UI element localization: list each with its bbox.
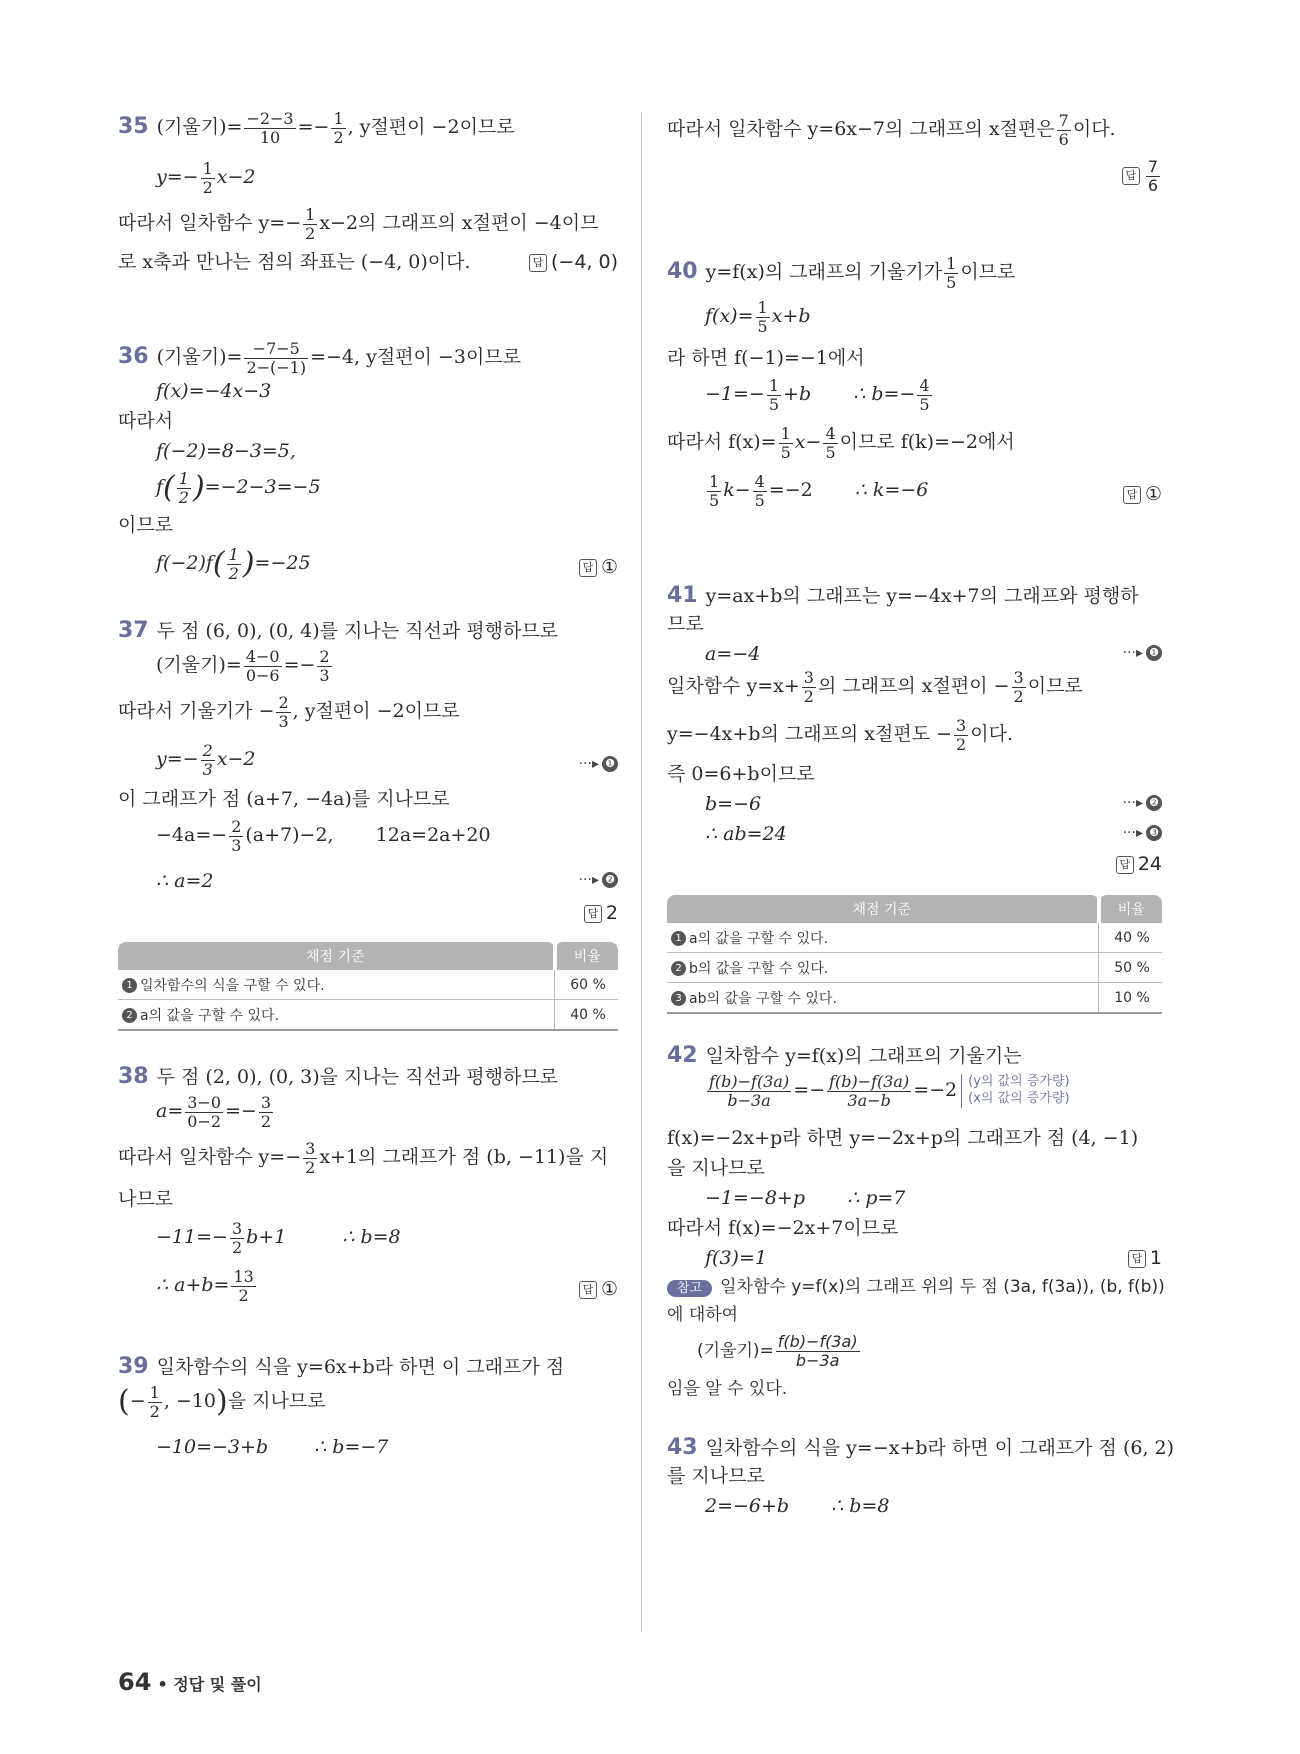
denominator: 2 [149, 1401, 160, 1421]
text: =− [297, 116, 330, 139]
text: 을 지나므로 [667, 1157, 765, 1179]
text: k− [723, 479, 751, 502]
fraction [767, 377, 781, 413]
text: =− [793, 1079, 826, 1102]
slope-note [961, 1074, 1069, 1108]
text: b+1 [246, 1226, 287, 1249]
grading-header: 채점 기준 [667, 895, 1099, 923]
numerator: 7 [1147, 157, 1158, 176]
answer-value: ① [1144, 483, 1162, 505]
text: y=− [156, 166, 199, 189]
right-column [667, 110, 1175, 1537]
fraction [1146, 158, 1160, 194]
text: −10=−3+b [156, 1436, 269, 1458]
text: 나므로 [118, 1188, 174, 1210]
numerator: 3 [956, 716, 967, 735]
fraction [707, 1073, 791, 1109]
criterion: a의 값을 구할 수 있다. [140, 1007, 280, 1024]
answer [1123, 485, 1162, 504]
note-text: 임을 알 수 있다. [667, 1379, 788, 1399]
fraction [244, 340, 308, 376]
numerator: 4 [919, 376, 930, 395]
text: 따라서 기울기가 − [118, 700, 275, 723]
problem-39 [118, 1356, 618, 1506]
answer-value: ① [600, 1278, 618, 1300]
text: f(−2)=8−3=5, [156, 440, 296, 462]
step-2-icon: 2 [122, 1008, 137, 1023]
text: f(−2)f [156, 552, 213, 575]
fraction [177, 470, 191, 506]
problem-42 [667, 1043, 1165, 1437]
numerator: 1 [178, 469, 189, 488]
note-line: (y의 값의 증가량) [968, 1074, 1070, 1090]
numerator: f(b)−f(3a) [777, 1332, 858, 1351]
text: =−2 [913, 1079, 958, 1102]
denominator: b−3a [795, 1350, 840, 1370]
problem-35 [118, 110, 618, 340]
section-label: • 정답 및 풀이 [157, 1675, 262, 1694]
answer-value: (−4, 0) [550, 251, 618, 273]
text: a=−4 [705, 643, 761, 665]
numerator: 4 [754, 472, 765, 491]
fraction [148, 1384, 162, 1420]
problem-number: 39 [118, 1354, 149, 1379]
fraction [753, 473, 767, 509]
text: f(x)=−4x−3 [156, 380, 272, 402]
note-text: 일차함수 y=f(x)의 그래프 위의 두 점 (3a, f(3a)), (b, f(b)) [720, 1277, 1165, 1297]
numerator: 2 [278, 693, 289, 712]
step-1-icon: ❶ [1146, 645, 1162, 661]
step-2-icon: ❷ [602, 872, 618, 888]
text: −11=− [156, 1226, 228, 1249]
denominator: 0−2 [187, 1111, 222, 1131]
text: =−25 [254, 552, 311, 575]
text: , y절편이 −2이므로 [347, 116, 515, 139]
answer [584, 904, 618, 923]
fraction [779, 425, 793, 461]
numerator: 1 [709, 472, 720, 491]
text: −1=−8+p [705, 1187, 806, 1209]
fraction [1012, 669, 1026, 705]
text: 따라서 일차함수 y=− [118, 1146, 302, 1169]
text: (기울기)= [156, 654, 242, 677]
text: ∴ ab=24 [705, 823, 787, 845]
text: ∴ a=2 [156, 870, 214, 892]
numerator: f(b)−f(3a) [829, 1072, 910, 1091]
step-3-icon: ❸ [1146, 825, 1162, 841]
denominator: 2 [305, 223, 316, 243]
criterion: a의 값을 구할 수 있다. [689, 930, 829, 947]
fraction [231, 1268, 255, 1304]
note-tag: 참고 [667, 1280, 712, 1297]
denominator: 6 [1058, 129, 1069, 149]
text: 2=−6+b [705, 1495, 790, 1517]
problem-number: 40 [667, 259, 698, 285]
note-text: (기울기)= [697, 1341, 774, 1362]
text: =−4, y절편이 −3이므로 [310, 346, 522, 369]
denominator: 2 [260, 1111, 272, 1131]
text: y=−4x+b의 그래프의 x절편도 − [667, 723, 953, 746]
text: 따라서 f(x)=−2x+7이므로 [667, 1217, 899, 1239]
problem-36 [118, 340, 618, 620]
criterion: 일차함수의 식을 구할 수 있다. [140, 977, 325, 994]
denominator: 2 [178, 487, 189, 507]
answer-badge-icon: 답 [529, 254, 547, 272]
text: 라 하면 f(−1)=−1에서 [667, 347, 865, 369]
text: x− [794, 431, 822, 454]
paren: ( [163, 470, 175, 506]
text: ∴ k=−6 [854, 479, 929, 502]
criterion: ab의 값을 구할 수 있다. [689, 990, 837, 1007]
step-marker: ···▸ ❶ [1123, 645, 1162, 661]
numerator: 3 [305, 1139, 316, 1158]
step-marker: ···▸ ❷ [1123, 795, 1162, 811]
fraction [707, 473, 721, 509]
fraction [917, 377, 931, 413]
text: ∴ b=− [853, 383, 916, 406]
numerator: f(b)−f(3a) [709, 1072, 790, 1091]
denominator: 5 [757, 316, 768, 336]
fraction [756, 299, 770, 335]
numerator: −7−5 [244, 340, 308, 359]
grading-row [118, 1000, 555, 1031]
numerator: 3 [803, 668, 814, 687]
answer-badge-icon: 답 [579, 1281, 597, 1299]
fraction [201, 742, 215, 778]
problem-number: 38 [118, 1064, 149, 1089]
fraction [317, 648, 331, 684]
denominator: 2 [231, 1237, 243, 1257]
text: x−2의 그래프의 x절편이 −4이므 [319, 212, 599, 235]
text: ∴ b=8 [342, 1226, 401, 1249]
answer-badge-icon: 답 [1122, 167, 1140, 185]
numerator: 1 [202, 159, 213, 178]
paren: ( [118, 1384, 130, 1420]
text: 두 점 (6, 0), (0, 4)를 지나는 직선과 평행하므로 [156, 620, 559, 642]
text: 따라서 일차함수 y=− [118, 212, 302, 235]
answer-value: 2 [605, 902, 618, 924]
step-2-icon: ❷ [1146, 795, 1162, 811]
step-marker: ···▸ ❷ [579, 872, 618, 888]
text: ∴ p=7 [847, 1187, 906, 1209]
fraction [944, 255, 958, 291]
note-line: (x의 값의 증가량) [968, 1091, 1070, 1107]
numerator: 4 [825, 424, 836, 443]
denominator: 2 [333, 127, 344, 147]
step-marker: ···▸ ❶ [579, 756, 618, 772]
fraction [776, 1333, 860, 1369]
text: x+b [771, 305, 811, 328]
denominator: b−3a [727, 1090, 771, 1110]
denominator: 10 [259, 127, 281, 147]
ratio: 40 % [555, 1000, 619, 1031]
text: , y절편이 −2이므로 [292, 700, 460, 723]
fraction [229, 818, 243, 854]
text: 이므로 f(k)=−2에서 [839, 431, 1015, 454]
text: y=f(x)의 그래프의 기울기가 [705, 261, 943, 284]
text: 두 점 (2, 0), (0, 3)을 지나는 직선과 평행하므로 [156, 1066, 559, 1088]
text: 를 지나므로 [667, 1465, 765, 1487]
problem-40 [667, 255, 1162, 585]
answer-badge-icon: 답 [584, 905, 602, 923]
denominator: 3 [231, 835, 242, 855]
denominator: 2 [803, 686, 814, 706]
page-footer [118, 1668, 262, 1696]
numerator: 1 [757, 298, 768, 317]
text: ∴ b=−7 [314, 1436, 389, 1458]
grading-row [667, 923, 1099, 953]
paren: ( [212, 546, 225, 582]
step-1-icon: 1 [671, 931, 686, 946]
denominator: 2 [202, 177, 213, 197]
problem-37 [118, 618, 618, 1123]
denominator: 5 [946, 272, 957, 292]
text: 이 그래프가 점 (a+7, −4a)를 지나므로 [118, 788, 450, 810]
ratio: 10 % [1099, 983, 1163, 1014]
paren: ) [216, 1384, 228, 1420]
text: 므로 [667, 613, 704, 635]
answer [579, 1280, 618, 1299]
problem-number: 37 [118, 618, 149, 643]
grading-row [667, 953, 1099, 983]
answer [579, 558, 618, 577]
numerator: 1 [768, 376, 780, 395]
fraction [827, 1073, 911, 1109]
text: 이므로 [1027, 675, 1083, 698]
text: 을 지나므로 [227, 1390, 326, 1413]
answer-value: ① [600, 556, 618, 578]
problem-38 [118, 1066, 618, 1356]
numerator: −2−3 [246, 109, 294, 128]
answer [529, 253, 618, 272]
fraction [201, 160, 215, 196]
denominator: 3 [278, 711, 289, 731]
paren: ) [242, 546, 255, 582]
numerator: 1 [780, 424, 791, 443]
fraction [303, 206, 317, 242]
step-marker: ···▸ ❸ [1123, 825, 1162, 841]
grading-row [667, 983, 1099, 1014]
text: 일차함수의 식을 y=6x+b라 하면 이 그래프가 점 [156, 1356, 565, 1378]
denominator: 3 [319, 665, 330, 685]
grading-table [667, 895, 1162, 1014]
column-divider [641, 112, 642, 1632]
text: =−2 [768, 479, 813, 502]
numerator: 3−0 [187, 1093, 222, 1112]
text: f(x)=−2x+p라 하면 y=−2x+p의 그래프가 점 (4, −1) [667, 1127, 1139, 1149]
answer [1128, 1249, 1162, 1268]
fraction [331, 110, 345, 146]
text: 일차함수 y=x+ [667, 675, 800, 698]
numerator: 2 [202, 741, 213, 760]
criterion: b의 값을 구할 수 있다. [689, 960, 829, 977]
text: 이다. [970, 723, 1013, 746]
step-1-icon: ❶ [602, 756, 618, 772]
text: f [156, 476, 164, 499]
numerator: 4−0 [245, 647, 280, 666]
text: b=−6 [705, 793, 762, 815]
text: ∴ a+b= [156, 1274, 230, 1297]
denominator: 3a−b [847, 1090, 891, 1110]
numerator: 3 [231, 1219, 243, 1238]
paren: ) [192, 470, 205, 506]
text: −1=− [705, 383, 765, 406]
text: (기울기)= [156, 346, 243, 369]
text: 이므로 [118, 514, 174, 536]
numerator: 2 [231, 817, 242, 836]
answer [1116, 855, 1162, 874]
text: 일차함수의 식을 y=−x+b라 하면 이 그래프가 점 (6, 2) [705, 1437, 1175, 1459]
step-2-icon: 2 [671, 961, 686, 976]
denominator: 5 [768, 394, 780, 414]
numerator: 1 [149, 1383, 160, 1402]
text: −4a=− [156, 824, 228, 847]
answer-badge-icon: 답 [579, 559, 597, 577]
numerator: 3 [260, 1093, 272, 1112]
answer-value: 1 [1149, 1247, 1162, 1269]
text: 이므로 [960, 261, 1016, 284]
denominator: 2 [238, 1285, 249, 1305]
fraction [802, 669, 816, 705]
denominator: 2−(−1) [246, 357, 307, 377]
text: =− [225, 1100, 257, 1123]
ratio: 60 % [555, 970, 619, 1000]
fraction [244, 110, 295, 146]
text: 12a=2a+20 [375, 824, 491, 847]
denominator: 2 [228, 563, 239, 583]
denominator: 3 [202, 759, 213, 779]
grading-table [118, 942, 618, 1031]
ratio-header: 비율 [1099, 895, 1163, 923]
text: +b [783, 383, 812, 406]
text: 일차함수 y=f(x)의 그래프의 기울기는 [705, 1045, 1022, 1067]
text: 따라서 [118, 410, 174, 432]
numerator: 1 [946, 254, 957, 273]
text: f(x)= [705, 305, 754, 328]
fraction [823, 425, 837, 461]
ratio-header: 비율 [555, 942, 619, 970]
fraction [244, 648, 282, 684]
denominator: 2 [305, 1157, 316, 1177]
denominator: 2 [1013, 686, 1024, 706]
answer [1122, 158, 1162, 194]
problem-43 [667, 1435, 1175, 1537]
step-3-icon: 3 [671, 991, 686, 1006]
denominator: 0−6 [245, 665, 280, 685]
numerator: 1 [333, 109, 344, 128]
problem-number: 43 [667, 1435, 698, 1460]
text: 따라서 f(x)= [667, 431, 777, 454]
fraction [227, 546, 241, 582]
denominator: 5 [825, 442, 836, 462]
numerator: 2 [319, 647, 330, 666]
denominator: 5 [919, 394, 930, 414]
denominator: 2 [956, 734, 967, 754]
text: f(3)=1 [705, 1247, 767, 1269]
text: 의 그래프의 x절편이 − [817, 675, 1010, 698]
numerator: 13 [233, 1267, 254, 1286]
text: ∴ b=8 [831, 1495, 890, 1517]
denominator: 5 [709, 490, 720, 510]
denominator: 5 [780, 442, 791, 462]
answer-value: 24 [1137, 853, 1162, 875]
answer-badge-icon: 답 [1123, 486, 1141, 504]
text: 로 x축과 만나는 점의 좌표는 (−4, 0)이다. [118, 251, 471, 273]
answer-badge-icon: 답 [1128, 1250, 1146, 1268]
text: 즉 0=6+b이므로 [667, 763, 815, 785]
ratio: 50 % [1099, 953, 1163, 983]
problem-number: 36 [118, 344, 149, 370]
fraction [185, 1094, 223, 1130]
text: a= [156, 1100, 184, 1123]
text: , −10 [163, 1390, 217, 1413]
page-number: 64 [118, 1668, 152, 1696]
text: (기울기)= [156, 116, 243, 139]
text: x−2 [216, 748, 256, 771]
fraction [1057, 112, 1071, 148]
text: − [129, 1390, 146, 1413]
fraction [230, 1220, 244, 1256]
answer-badge-icon: 답 [1116, 856, 1134, 874]
fraction [954, 717, 968, 753]
denominator: 5 [754, 490, 765, 510]
problem-41 [667, 585, 1162, 1045]
text: (a+7)−2, [245, 824, 334, 847]
text: =−2−3=−5 [204, 476, 321, 499]
numerator: 7 [1058, 111, 1069, 130]
text: y=− [156, 748, 199, 771]
numerator: 3 [1013, 668, 1024, 687]
note-text: 에 대하여 [667, 1305, 739, 1325]
numerator: 1 [228, 545, 239, 564]
grading-header: 채점 기준 [118, 942, 555, 970]
text: x+1의 그래프가 점 (b, −11)을 지 [319, 1146, 609, 1169]
grading-row [118, 970, 555, 1000]
numerator: 1 [305, 205, 316, 224]
text: =− [283, 654, 316, 677]
fraction [303, 1140, 317, 1176]
problem-number: 42 [667, 1043, 698, 1068]
ratio: 40 % [1099, 923, 1163, 953]
problem-number: 41 [667, 583, 698, 608]
fraction [259, 1094, 273, 1130]
left-column [118, 110, 618, 1506]
text: x−2 [216, 166, 256, 189]
text: y=ax+b의 그래프는 y=−4x+7의 그래프와 평행하 [705, 585, 1139, 607]
denominator: 6 [1147, 175, 1158, 195]
text: 따라서 일차함수 y=6x−7의 그래프의 x절편은 [667, 118, 1055, 141]
problem-number: 35 [118, 114, 149, 140]
problem-39-continued [667, 110, 1162, 255]
fraction [276, 694, 290, 730]
step-1-icon: 1 [122, 978, 137, 993]
text: 이다. [1072, 118, 1116, 141]
